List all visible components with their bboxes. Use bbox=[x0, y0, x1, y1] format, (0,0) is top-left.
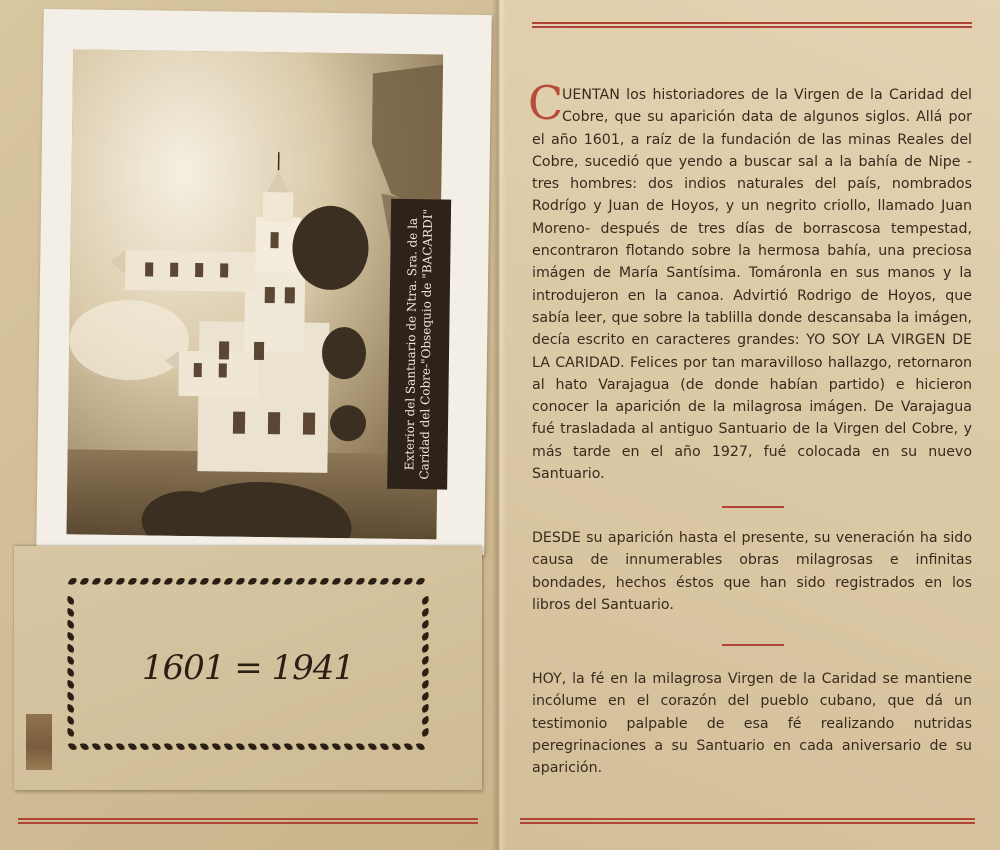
left-page bbox=[0, 0, 498, 850]
bottom-rule-left bbox=[18, 818, 478, 824]
photo-caption bbox=[402, 204, 436, 484]
caption-line-2: Caridad del Cobre-"Obsequio de "BACARDI" bbox=[417, 208, 436, 480]
faith-paragraph: HOY, la fé en la milagrosa Virgen de la Caridad se mantiene incólume en el corazón del pueblo cubano, que dá un testimonio palpable de esa fé realizando nutridas peregrinaciones a su Santuario en cada aniversario de su aparición. bbox=[532, 671, 972, 777]
envelope-pocket bbox=[14, 546, 482, 790]
caption-line-1: Exterior del Santuario de Ntra. Sra. de la bbox=[402, 217, 420, 471]
separator-1 bbox=[722, 506, 784, 508]
center-fold bbox=[492, 0, 506, 850]
years-label: 1601 = 1941 bbox=[141, 648, 355, 688]
ornamental-frame bbox=[62, 578, 434, 750]
top-rule-right bbox=[532, 22, 972, 28]
photo-caption-strip bbox=[387, 199, 451, 490]
tape-stain bbox=[26, 714, 52, 770]
separator-2 bbox=[722, 644, 784, 646]
bottom-rule-right bbox=[520, 818, 975, 824]
veneration-paragraph: DESDE su aparición hasta el presente, su veneración ha sido causa de innumerables obras milagrosas e infinitas bondades, hechos éstos que han sido registrados en los libros del Santuario. bbox=[532, 530, 972, 613]
history-paragraph bbox=[528, 76, 972, 485]
history-text: UENTAN los historiadores de la Virgen de la Caridad del Cobre, que su aparición data de algunos siglos. Allá por el año 1601, a raíz de la fundación de las minas Reales del Cobre, sucedió que yendo a buscar sal a la bahía de Nipe -tres hombres: dos indios naturales del país, nombrados Rodrígo y Juan de Hoyos, y un negrito criollo, llamado Juan Moreno- después de tres días de borrascosa tempestad, encontraron flotando sobre la hermosa bahía, una preciosa imágen de María Santísima. Tomáronla en sus manos y la introdujeron en la canoa. Advirtió Rodrigo de Hoyos, que sabía leer, que sobre la tablilla donde descansaba la imágen, decía escrito en caracteres grandes: YO SOY LA VIRGEN DE LA CARIDAD. Felices por tan maravilloso hallazgo, retornaron al hato Varajagua (de donde habían partido) e hicieron conocer la aparición de la milagrosa imágen. De Varajagua fué trasladada al antiguo Santuario de la Virgen del Cobre, y más tarde en el año 1927, fué colocada en su nuevo Santuario. bbox=[532, 87, 972, 483]
photo-card bbox=[36, 9, 491, 555]
drop-cap: C bbox=[528, 76, 564, 130]
